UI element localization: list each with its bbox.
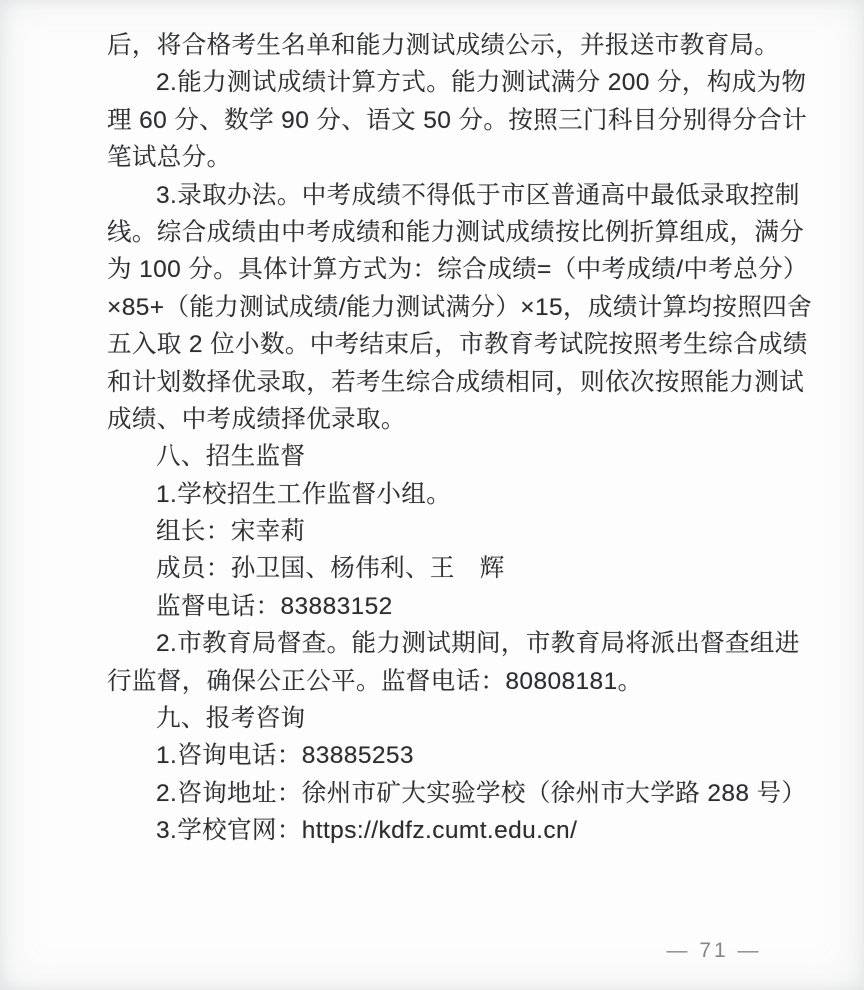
text-line: 3.学校官网：https://kdfz.cumt.edu.cn/ bbox=[156, 817, 578, 845]
page-footer bbox=[654, 937, 774, 965]
text-line: 组长：宋幸莉 bbox=[156, 518, 306, 546]
text-line: 笔试总分。 bbox=[107, 144, 232, 172]
text-line: 2.市教育局督查。能力测试期间，市教育局将派出督查组进 bbox=[156, 630, 800, 658]
text-line: 线。综合成绩由中考成绩和能力测试成绩按比例折算组成，满分 bbox=[107, 218, 805, 246]
text-line: 和计划数择优录取，若考生综合成绩相同，则依次按照能力测试 bbox=[107, 368, 805, 396]
text-line: 1.咨询电话：83885253 bbox=[156, 742, 414, 770]
text-line: 2.咨询地址：徐州市矿大实验学校（徐州市大学路 288 号） bbox=[156, 779, 807, 807]
text-line: 成绩、中考成绩择优录取。 bbox=[107, 405, 406, 433]
text-line: 3.录取办法。中考成绩不得低于市区普通高中最低录取控制 bbox=[156, 181, 800, 209]
text-line: 为 100 分。具体计算方式为：综合成绩=（中考成绩/中考总分） bbox=[107, 256, 808, 284]
text-line: 成员：孙卫国、杨伟利、王 辉 bbox=[156, 555, 505, 583]
text-line: ×85+（能力测试成绩/能力测试满分）×15，成绩计算均按照四舍 bbox=[107, 293, 813, 321]
text-line: 八、招生监督 bbox=[156, 443, 306, 471]
text-line: 五入取 2 位小数。中考结束后，市教育考试院按照考生综合成绩 bbox=[107, 331, 808, 359]
text-line: 1.学校招生工作监督小组。 bbox=[156, 480, 452, 508]
text-line: 行监督，确保公正公平。监督电话：80808181。 bbox=[107, 667, 643, 695]
text-line: 后，将合格考生名单和能力测试成绩公示，并报送市教育局。 bbox=[107, 32, 780, 59]
text-line: 2.能力测试成绩计算方式。能力测试满分 200 分，构成为物 bbox=[156, 69, 807, 97]
page-number: — 71 — bbox=[666, 939, 762, 962]
text-line: 九、报考咨询 bbox=[156, 705, 306, 733]
text-line: 理 60 分、数学 90 分、语文 50 分。按照三门科目分别得分合计 bbox=[107, 106, 808, 134]
document-body bbox=[107, 27, 813, 850]
text-line: 监督电话：83883152 bbox=[156, 592, 393, 620]
